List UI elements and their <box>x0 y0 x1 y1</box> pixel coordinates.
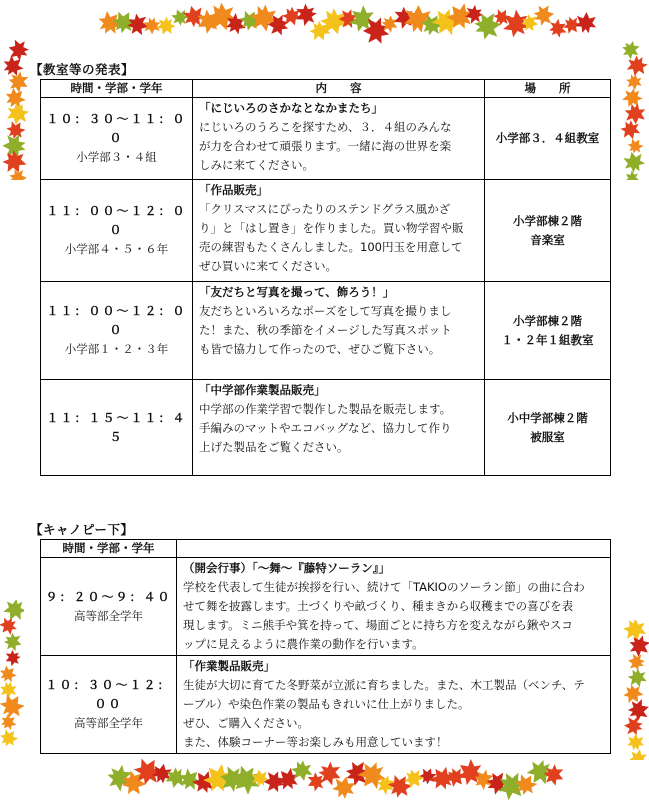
content-cell <box>177 558 611 656</box>
leaf-icon <box>625 136 646 157</box>
leaf-icon <box>626 667 648 689</box>
leaf-icon <box>2 631 24 653</box>
event-description: 生徒が大切に育てた冬野菜が立派に育ちました。また、木工製品（ベンチ、テ ーブル）や染色作業の製品もきれいに仕上がりました。 ぜひ、ご購入ください。 また、体験コーナー等お楽しみも用意しています！ <box>183 678 585 749</box>
place-cell: 小学部棟２階 音楽室 <box>485 180 611 282</box>
leaf-icon <box>627 652 646 671</box>
event-title: 「中学部作業製品販売」 <box>199 383 326 397</box>
header-place: 場 所 <box>485 80 611 98</box>
group-label: 小学部１・２・３年 <box>64 342 169 356</box>
header-time: 時間・学部・学年 <box>41 540 177 558</box>
place-cell: 小学部棟２階 １・２年１組教室 <box>485 282 611 380</box>
event-description: にじいろのうろこを探すため、３．４組のみんな が力を合わせて頑張ります。一緒に海の世界を楽 しみに来てください。 <box>199 120 452 172</box>
header-content <box>177 540 611 558</box>
leaf-icon <box>624 103 646 125</box>
leaf-icon <box>0 682 17 699</box>
autumn-leaves-right-bottom <box>624 620 649 760</box>
event-title: 「にじいろのさかなとなかまたち」 <box>199 101 383 115</box>
content-cell <box>193 98 485 180</box>
autumn-leaves-left-bottom <box>0 600 24 750</box>
leaf-icon <box>3 648 23 668</box>
place-cell: 小学部３．４組教室 <box>485 98 611 180</box>
group-label: 小学部４・５・６年 <box>64 242 169 256</box>
time-range: ９：２０～９：４０ <box>45 589 172 604</box>
time-cell <box>41 380 193 476</box>
table-row <box>41 180 611 282</box>
leaf-icon <box>6 40 30 62</box>
event-description: 友だちといろいろなポーズをして写真を撮りまし た！また、秋の季節をイメージした写真スポット も皆で協力して作ったので、ぜひご覧下さい。 <box>199 304 452 356</box>
autumn-leaves-top-border <box>0 0 649 60</box>
table-header-row <box>41 80 611 98</box>
section-title-canopy: 【キャノピー下】 <box>30 522 134 537</box>
leaf-icon <box>0 600 24 624</box>
table-row <box>41 98 611 180</box>
leaf-icon <box>621 149 646 174</box>
event-title: （開会行事）「～舞～『藤特ソーラン』」 <box>183 561 390 575</box>
content-cell <box>193 180 485 282</box>
header-time: 時間・学部・学年 <box>41 80 193 98</box>
event-title: 「作業製品販売」 <box>183 659 275 673</box>
leaf-icon <box>0 662 20 685</box>
group-label: 高等部全学年 <box>74 608 143 623</box>
time-range: １１：００～１２：００ <box>46 304 187 337</box>
event-title: 「作品販売」 <box>199 183 268 197</box>
leaf-icon <box>620 118 642 141</box>
table-row <box>41 282 611 380</box>
event-description: 学校を代表して生徒が挨拶を行い、続けて「TAKIOのソーラン節」の曲に合わ せて舞を披露します。土づくりや畝づくり、種まきから収穫までの喜びを表 現します。ミニ熊手や箕を持って、場面ごとに持ち方を変えながら鍬やスコ ップに見えるように農作業の動作を行います。 <box>183 580 585 651</box>
table-header-row <box>41 540 611 558</box>
time-cell <box>41 656 177 754</box>
group-label: 高等部全学年 <box>74 716 143 730</box>
leaf-icon <box>546 16 570 40</box>
leaf-icon <box>417 765 438 786</box>
content-cell <box>193 380 485 476</box>
content-cell <box>193 282 485 380</box>
place-cell: 小中学部棟２階 被服室 <box>485 380 611 476</box>
leaf-icon <box>624 716 643 735</box>
time-range: １０：３０～１１：００ <box>46 112 187 145</box>
group-label: 小学部３・４組 <box>76 150 157 164</box>
leaf-icon <box>625 54 649 79</box>
table-row <box>41 656 611 754</box>
time-range: １０：３０～１２：００ <box>45 678 172 711</box>
leaf-icon <box>0 614 20 638</box>
time-cell <box>41 558 177 656</box>
leaf-icon <box>624 681 646 707</box>
time-range: １１：００～１２：００ <box>46 204 187 237</box>
header-content: 内 容 <box>193 80 485 98</box>
time-cell <box>41 180 193 282</box>
table-row <box>41 380 611 476</box>
time-cell <box>41 98 193 180</box>
content-cell <box>177 656 611 754</box>
leaf-icon <box>627 734 644 751</box>
classroom-schedule-table <box>40 79 611 476</box>
time-range: １１：１５～１１：４５ <box>46 410 187 444</box>
autumn-leaves-left-top <box>0 40 30 180</box>
table-row <box>41 558 611 656</box>
event-description: 中学部の作業学習で製作した製品を販売します。 手編みのマットやエコバッグなど、協力して作り 上げた製品をご覧ください。 <box>199 402 452 454</box>
section-title-classroom: 【教室等の発表】 <box>30 62 135 77</box>
leaf-icon <box>626 73 643 90</box>
event-title: 「友だちと写真を撮って、飾ろう！」 <box>199 285 395 299</box>
event-description: 「クリスマスにぴったりのステンドグラス風かざ り」と「はし置き」を作りました。買い物学習や販 売の練習もたくさんしました。100円玉を用意して ぜひ買いに来てください。 <box>199 202 464 273</box>
leaf-icon <box>575 12 597 34</box>
canopy-schedule-table <box>40 539 611 754</box>
time-cell <box>41 282 193 380</box>
autumn-leaves-bottom-border <box>0 752 649 800</box>
leaf-icon <box>0 690 24 722</box>
leaf-icon <box>154 14 177 37</box>
autumn-leaves-right-top <box>620 40 649 180</box>
leaf-icon <box>620 40 643 62</box>
